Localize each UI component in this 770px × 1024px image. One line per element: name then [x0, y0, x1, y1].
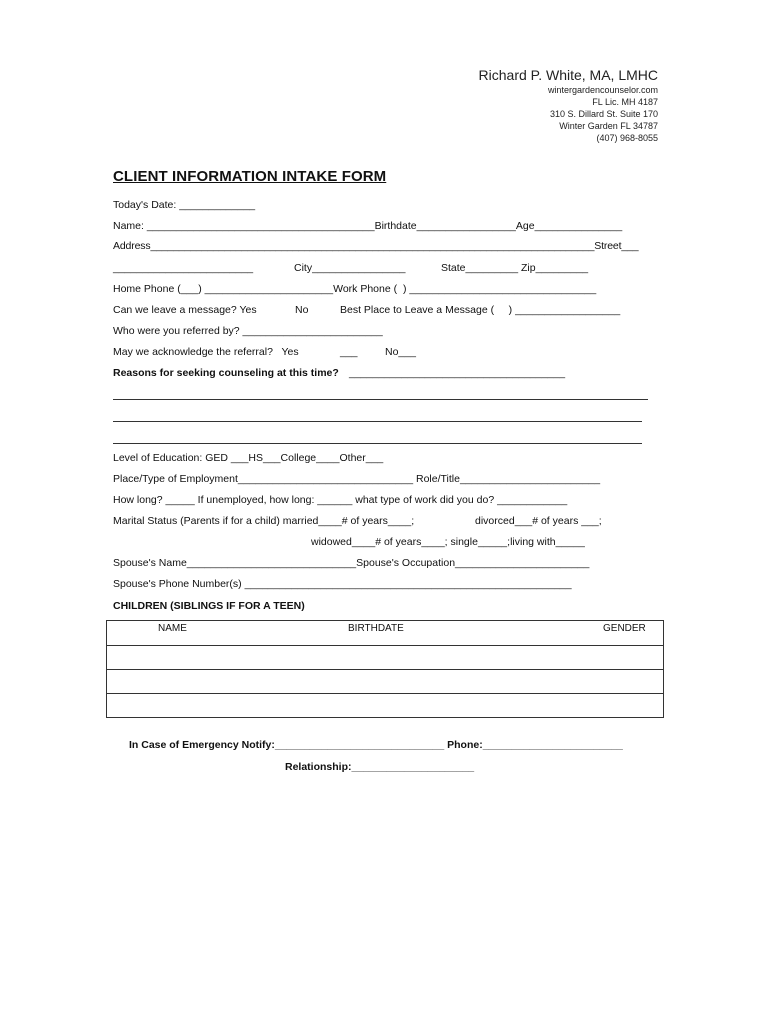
leave-message-question: Can we leave a message? Yes	[113, 304, 257, 316]
spouse-phone-line: Spouse's Phone Number(s) ________________________________________________________	[113, 578, 572, 590]
column-gender: GENDER	[568, 621, 664, 646]
acknowledge-yes-blank: ___	[340, 346, 358, 358]
street-address: 310 S. Dillard St. Suite 170	[549, 109, 658, 119]
practice-website: wintergardencounselor.com	[547, 85, 658, 95]
relationship-line: Relationship:_____________________	[285, 761, 475, 773]
acknowledge-no: No___	[385, 346, 416, 358]
education-line: Level of Education: GED ___HS___College____Other___	[113, 452, 384, 464]
reasons-answer-line-1	[113, 399, 648, 400]
table-row	[107, 694, 664, 718]
reasons-question: Reasons for seeking counseling at this time?	[113, 367, 339, 379]
column-birthdate: BIRTHDATE	[348, 621, 568, 646]
child-entry-cell[interactable]	[107, 646, 664, 670]
reasons-answer-line-3	[113, 443, 642, 444]
reasons-answer-line-2	[113, 421, 642, 422]
address-line: Address______________________________________________________________________________Street___	[113, 240, 639, 252]
column-name: NAME	[107, 621, 349, 646]
marital-status-line: Marital Status (Parents if for a child) married____# of years____;	[113, 515, 415, 527]
emergency-contact-line: In Case of Emergency Notify:_____________________________ Phone:________________________	[129, 739, 623, 751]
children-table	[106, 620, 664, 718]
city-state-zip: Winter Garden FL 34787	[559, 121, 658, 131]
phone-line: Home Phone (___) ______________________Work Phone ( ) ________________________________	[113, 283, 597, 295]
todays-date-line: Today's Date: _____________	[113, 199, 256, 211]
city-field: City________________	[294, 262, 406, 274]
acknowledge-referral-question: May we acknowledge the referral? Yes	[113, 346, 299, 358]
state-zip-field: State_________ Zip_________	[441, 262, 589, 274]
spouse-name-occupation-line: Spouse's Name_____________________________Spouse's Occupation_______________________	[113, 557, 590, 569]
license-number: FL Lic. MH 4187	[592, 97, 658, 107]
practitioner-name: Richard P. White, MA, LMHC	[478, 67, 658, 83]
child-entry-cell[interactable]	[107, 670, 664, 694]
employment-line: Place/Type of Employment______________________________ Role/Title________________________	[113, 473, 601, 485]
address-continuation-blank: ________________________	[113, 262, 254, 274]
widowed-single-line: widowed____# of years____; single_____;living with_____	[311, 536, 585, 548]
child-entry-cell[interactable]	[107, 694, 664, 718]
divorced-field: divorced___# of years ___;	[475, 515, 602, 527]
best-place-message-line: Best Place to Leave a Message ( ) __________________	[340, 304, 621, 316]
table-header-row	[107, 621, 664, 646]
leave-message-no: No	[295, 304, 309, 316]
children-heading: CHILDREN (SIBLINGS IF FOR A TEEN)	[113, 600, 305, 612]
table-row	[107, 670, 664, 694]
employment-duration-line: How long? _____ If unemployed, how long: ______ what type of work did you do? ____________	[113, 494, 568, 506]
table-row	[107, 646, 664, 670]
referred-by-line: Who were you referred by? ________________________	[113, 325, 383, 337]
practice-phone: (407) 968-8055	[596, 133, 658, 143]
form-title: CLIENT INFORMATION INTAKE FORM	[113, 168, 387, 185]
name-birthdate-age-line: Name: _______________________________________Birthdate_________________Age_______________	[113, 220, 623, 232]
reasons-blank: _____________________________________	[349, 367, 566, 379]
